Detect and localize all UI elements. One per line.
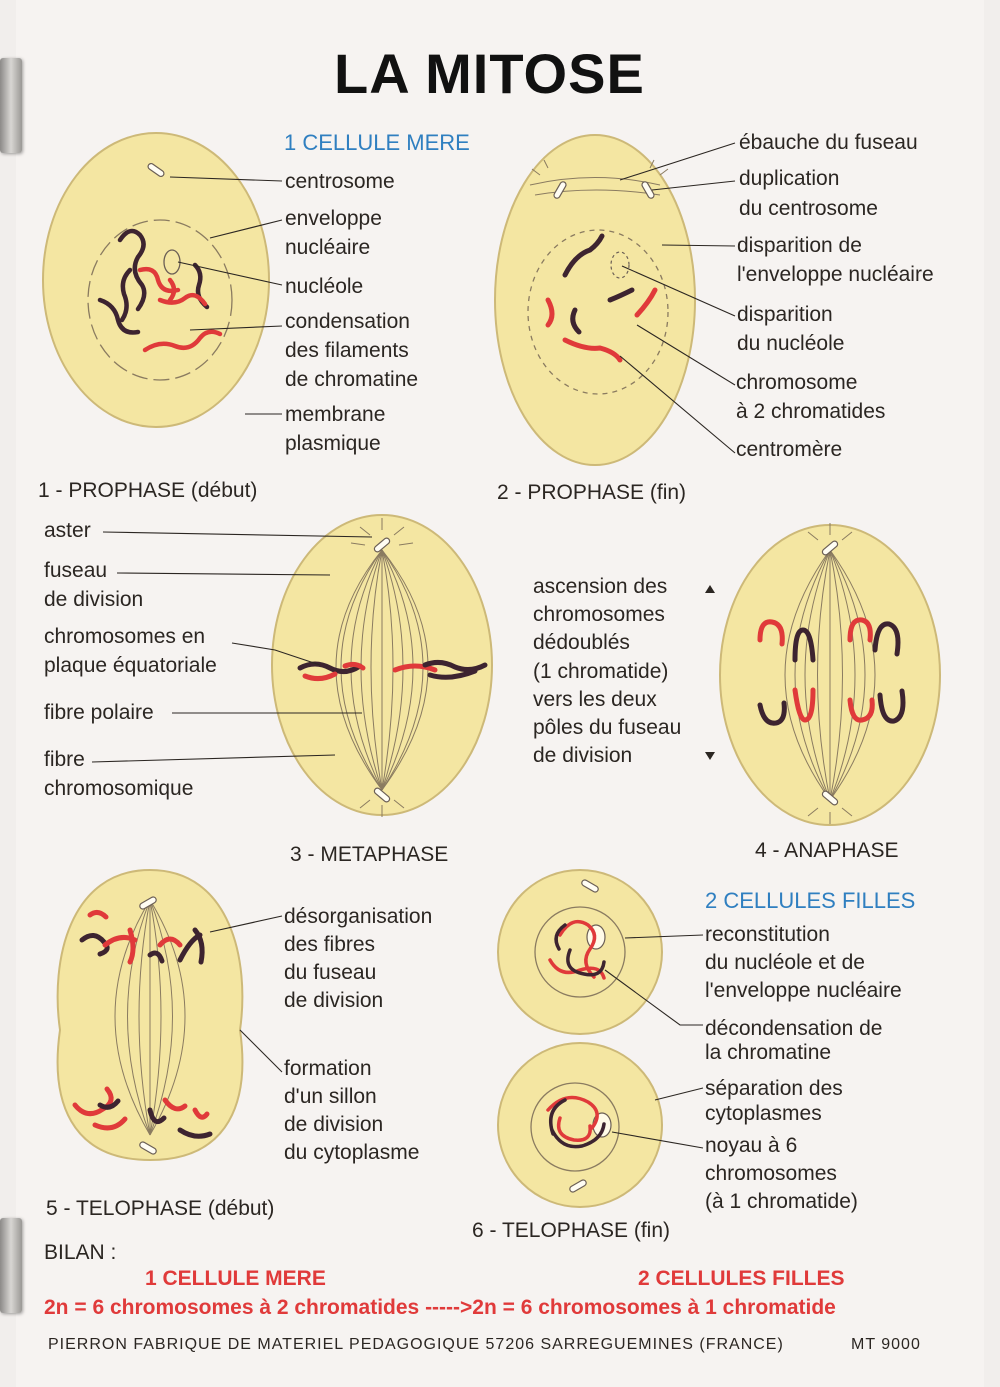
cell-prophase-fin [495, 135, 695, 465]
label-nucleole: nucléole [285, 275, 364, 298]
caption-telophase-fin: 6 - TELOPHASE (fin) [472, 1219, 671, 1242]
cell-metaphase [272, 515, 492, 817]
label-chromosomes-en: chromosomes en [44, 625, 206, 648]
cell-anaphase [720, 523, 940, 825]
caption-telophase-debut: 5 - TELOPHASE (début) [46, 1197, 275, 1220]
caption-prophase-debut: 1 - PROPHASE (début) [38, 479, 258, 502]
label-chromosomes-6: chromosomes [705, 1162, 837, 1185]
label-du-nucleole: du nucléole [737, 332, 845, 355]
label-duplication: duplication [739, 167, 840, 190]
label-des-filaments: des filaments [285, 339, 409, 362]
label-plasmique: plasmique [285, 432, 381, 455]
label-ascension-des: ascension des [533, 575, 668, 598]
label-du-centrosome: du centrosome [739, 197, 878, 220]
caption-prophase-fin: 2 - PROPHASE (fin) [497, 481, 687, 504]
page-title: LA MITOSE [334, 42, 645, 105]
label-de-chromatine: de chromatine [285, 368, 419, 391]
label-reconstitution: reconstitution [705, 923, 830, 946]
bilan-label: BILAN : [44, 1241, 117, 1264]
bilan-right-title: 2 CELLULES FILLES [638, 1267, 845, 1290]
label-d-un-sillon: d'un sillon [284, 1085, 377, 1108]
label-desorganisation: désorganisation [284, 905, 433, 928]
label-du-nucleole-et-de: du nucléole et de [705, 951, 865, 974]
cell-prophase-debut [43, 133, 269, 427]
label-aster: aster [44, 519, 91, 542]
label-l-enveloppe-nucleaire: l'enveloppe nucléaire [705, 979, 902, 1002]
label-fuseau: fuseau [44, 559, 108, 582]
label-membrane: membrane [285, 403, 386, 426]
cell-telophase-debut [58, 870, 243, 1160]
label-formation: formation [284, 1057, 372, 1080]
label-la-chromatine: la chromatine [705, 1041, 832, 1064]
label-vers-les-deux: vers les deux [533, 688, 657, 711]
label-chromosomes: chromosomes [533, 603, 665, 626]
label-noyau-a-6: noyau à 6 [705, 1134, 798, 1157]
label-anaphase-de-division: de division [533, 744, 633, 767]
label-enveloppe-nucleaire: l'enveloppe nucléaire [737, 263, 934, 286]
label-plaque-equatoriale: plaque équatoriale [44, 654, 217, 677]
bilan-left-title: 1 CELLULE MERE [145, 1267, 326, 1290]
label-du-cytoplasme: du cytoplasme [284, 1141, 420, 1164]
label-sillon-de-division: de division [284, 1113, 384, 1136]
label-disparition-de: disparition de [737, 234, 862, 257]
label-a-1-chromatide: (à 1 chromatide) [705, 1190, 858, 1213]
label-des-fibres: des fibres [284, 933, 376, 956]
footer-code: MT 9000 [851, 1336, 921, 1353]
label-fibre: fibre [44, 748, 85, 771]
label-1-chromatide: (1 chromatide) [533, 660, 669, 683]
label-nucleaire: nucléaire [285, 236, 371, 259]
label-condensation: condensation [285, 310, 410, 333]
cell-telophase-fin-top [498, 870, 662, 1034]
label-cytoplasmes: cytoplasmes [705, 1102, 822, 1125]
label-poles-du-fuseau: pôles du fuseau [533, 716, 682, 739]
label-decondensation-de: décondensation de [705, 1017, 883, 1040]
heading-cellule-mere: 1 CELLULE MERE [284, 130, 470, 155]
label-chromosome: chromosome [736, 371, 858, 394]
label-enveloppe: enveloppe [285, 207, 382, 230]
label-telo-de-division: de division [284, 989, 384, 1012]
caption-anaphase: 4 - ANAPHASE [755, 839, 899, 862]
label-ebauche-fuseau: ébauche du fuseau [739, 131, 918, 154]
label-fibre-polaire: fibre polaire [44, 701, 154, 724]
label-dedoubles: dédoublés [533, 631, 630, 654]
footer-publisher: PIERRON FABRIQUE DE MATERIEL PEDAGOGIQUE 57206 SARREGUEMINES (FRANCE) [48, 1336, 784, 1353]
label-du-fuseau: du fuseau [284, 961, 377, 984]
label-chromosomique: chromosomique [44, 777, 194, 800]
cell-telophase-fin-bottom [498, 1043, 662, 1207]
caption-metaphase: 3 - METAPHASE [290, 843, 449, 866]
label-a-2-chromatides: à 2 chromatides [736, 400, 886, 423]
label-de-division: de division [44, 588, 144, 611]
label-centrosome: centrosome [285, 170, 395, 193]
label-centromere: centromère [736, 438, 843, 461]
label-separation-des: séparation des [705, 1077, 843, 1100]
label-disparition: disparition [737, 303, 833, 326]
heading-cellules-filles: 2 CELLULES FILLES [705, 888, 916, 913]
bilan-formula: 2n = 6 chromosomes à 2 chromatides ----->2n = 6 chromosomes à 1 chromatide [44, 1296, 836, 1319]
